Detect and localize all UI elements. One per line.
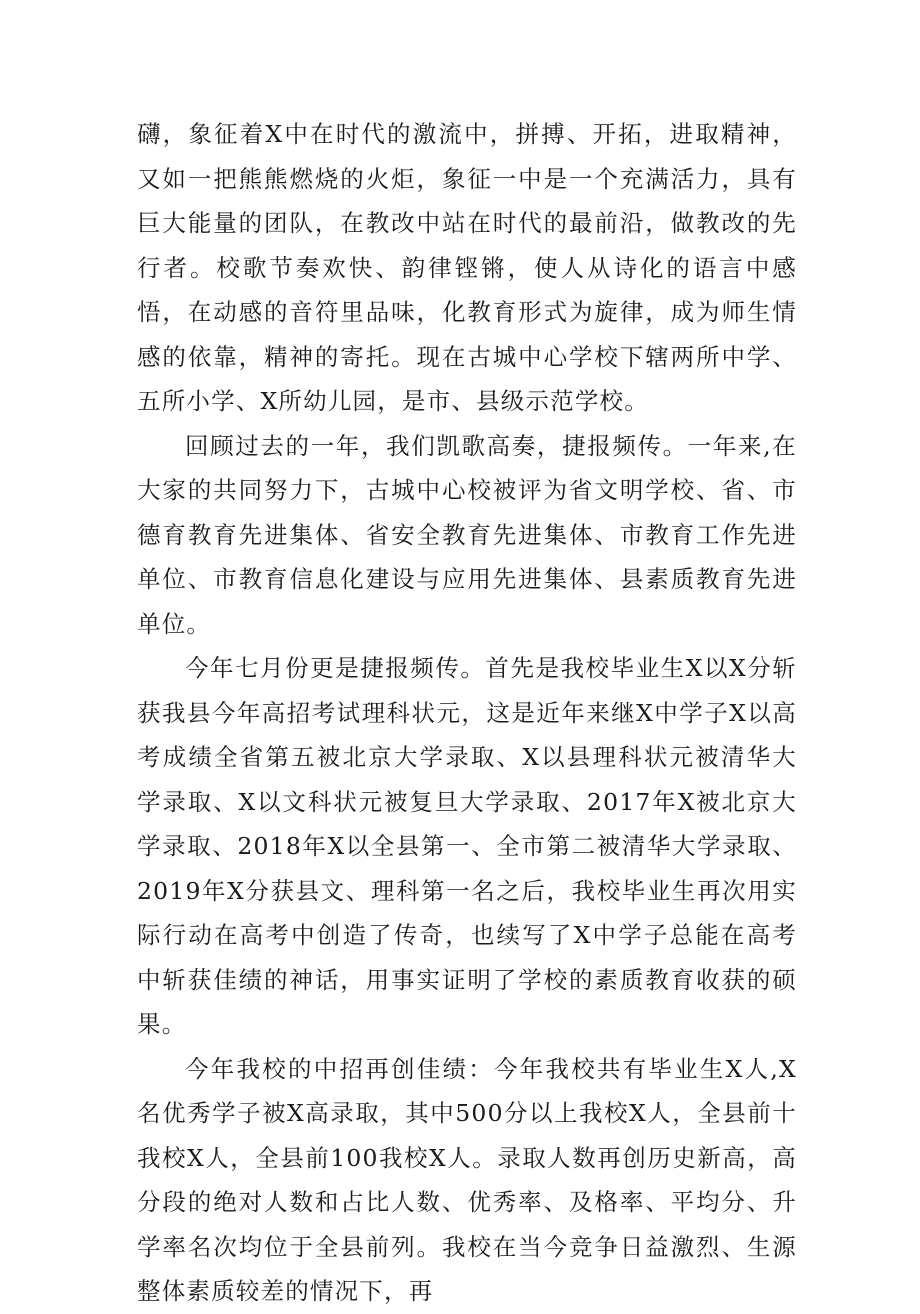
paragraph-2: 回顾过去的一年，我们凯歌高奏，捷报频传。一年来,在大家的共同努力下，古城中心校被评为省文明学校、省、市德育教育先进集体、省安全教育先进集体、市教育工作先进单位、市教育信息化建设与应用先进集体、县素质教育先进单位。 — [137, 431, 797, 638]
document-body — [137, 112, 797, 1314]
paragraph-4: 今年我校的中招再创佳绩：今年我校共有毕业生X人,X名优秀学子被X高录取，其中500分以上我校X人，全县前十我校X人，全县前100我校X人。录取人数再创历史新高，高分段的绝对人数和占比人数、优秀率、及格率、平均分、升学率名次均位于全县前列。我校在当今竞争日益激烈、生源整体素质较差的情况下，再 — [137, 1054, 797, 1305]
paragraph-3: 今年七月份更是捷报频传。首先是我校毕业生X以X分斩获我县今年高招考试理科状元，这是近年来继X中学子X以高考成绩全省第五被北京大学录取、X以县理科状元被清华大学录取、X以文科状元被复旦大学录取、2017年X被北京大学录取、2018年X以全县第一、全市第二被清华大学录取、2019年X分获县文、理科第一名之后，我校毕业生再次用实际行动在高考中创造了传奇，也续写了X中学子总能在高考中斩获佳绩的神话，用事实证明了学校的素质教育收获的硕果。 — [137, 654, 797, 1038]
paragraph-1: 礴，象征着X中在时代的激流中，拼搏、开拓，进取精神，又如一把熊熊燃烧的火炬，象征一中是一个充满活力，具有巨大能量的团队，在教改中站在时代的最前沿，做教改的先行者。校歌节奏欢快、韵律铿锵，使人从诗化的语言中感悟，在动感的音符里品味，化教育形式为旋律，成为师生情感的依靠，精神的寄托。现在古城中心学校下辖两所中学、五所小学、X所幼儿园，是市、县级示范学校。 — [137, 120, 797, 415]
